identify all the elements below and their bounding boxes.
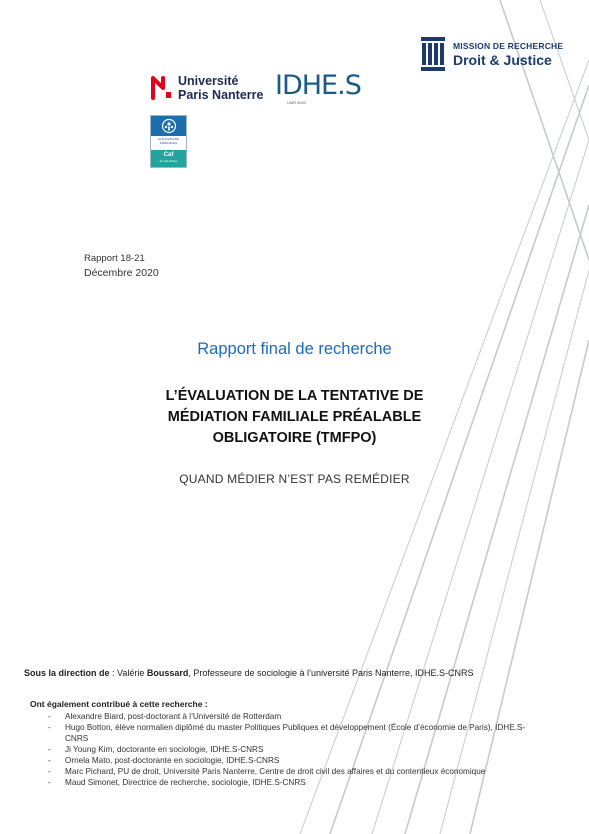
caf-small-text: ALLOCATIONS FAMILIALES	[158, 137, 179, 145]
university-line2: Paris Nanterre	[178, 88, 264, 102]
contributor-text: Marc Pichard, PU de droit, Université Paris Nanterre, Centre de droit civil des affaires et du contentieux économique	[65, 767, 486, 776]
report-number: Rapport 18-21	[84, 253, 145, 264]
idhes-word: IDHE.S	[275, 70, 361, 101]
list-dash: -	[48, 756, 51, 765]
contributor-text: Alexandre Biard, post-doctorant à l’Université de Rotterdam	[65, 712, 282, 721]
direction-line	[24, 668, 474, 678]
report-title-line: OBLIGATOIRE (TMFPO)	[212, 430, 377, 446]
mission-line2: Droit & Justice	[453, 51, 552, 68]
list-dash: -	[48, 712, 51, 721]
caf-logo	[150, 115, 187, 168]
contributors-heading: Ont également contribué à cette recherche :	[30, 699, 208, 709]
list-dash: -	[48, 723, 51, 732]
list-dash: -	[48, 778, 51, 787]
director-first-name: Valérie	[117, 668, 147, 678]
caf-dept: du Val-d'Oise	[159, 159, 178, 163]
list-dash: -	[48, 767, 51, 776]
report-title-line: L’ÉVALUATION DE LA TENTATIVE DE	[165, 388, 424, 404]
contributor-text: Maud Simonet, Directrice de recherche, sociologie, IDHE.S-CNRS	[65, 778, 306, 787]
direction-sep: :	[109, 668, 118, 678]
contributor-item	[48, 711, 548, 722]
columns-icon	[421, 37, 445, 71]
contributor-item	[48, 755, 548, 766]
director-title: , Professeure de sociologie à l’université Paris Nanterre, IDHE.S-CNRS	[188, 668, 474, 678]
caf-word: Caf	[163, 152, 174, 158]
direction-label: Sous la direction de	[24, 668, 110, 678]
report-subtitle: QUAND MÉDIER N’EST PAS REMÉDIER	[179, 472, 410, 486]
director-last-name: Boussard	[146, 668, 189, 678]
nanterre-n-icon	[151, 74, 173, 100]
idhes-sub: UMR 8533	[287, 100, 307, 105]
contributors-list	[48, 711, 548, 788]
report-title-line: MÉDIATION FAMILIALE PRÉALABLE	[167, 409, 422, 425]
contributor-text: Hugo Botton, élève normalien diplômé du master Politiques Publiques et développement (École d’économie de Paris), IDHE.S-CNRS	[65, 723, 526, 743]
contributor-item	[48, 777, 548, 788]
caf-emblem-icon	[161, 118, 177, 134]
contributor-item	[48, 744, 548, 755]
contributor-item	[48, 722, 548, 744]
report-date: Décembre 2020	[84, 267, 159, 279]
idhes-logo	[275, 72, 361, 105]
mission-droit-justice-logo	[421, 37, 563, 71]
report-meta	[84, 252, 159, 280]
mission-line1: MISSION DE RECHERCHE	[453, 40, 564, 51]
university-line1: Université	[178, 74, 239, 88]
contributor-text: Ornela Mato, post-doctorante en sociologie, IDHE.S-CNRS	[65, 756, 280, 765]
report-type: Rapport final de recherche	[197, 340, 392, 358]
report-title	[0, 386, 589, 449]
universite-paris-nanterre-logo	[151, 74, 263, 102]
contributor-text: Ji Young Kim, doctorante en sociologie, IDHE.S-CNRS	[65, 745, 264, 754]
list-dash: -	[48, 745, 51, 754]
contributor-item	[48, 766, 548, 777]
